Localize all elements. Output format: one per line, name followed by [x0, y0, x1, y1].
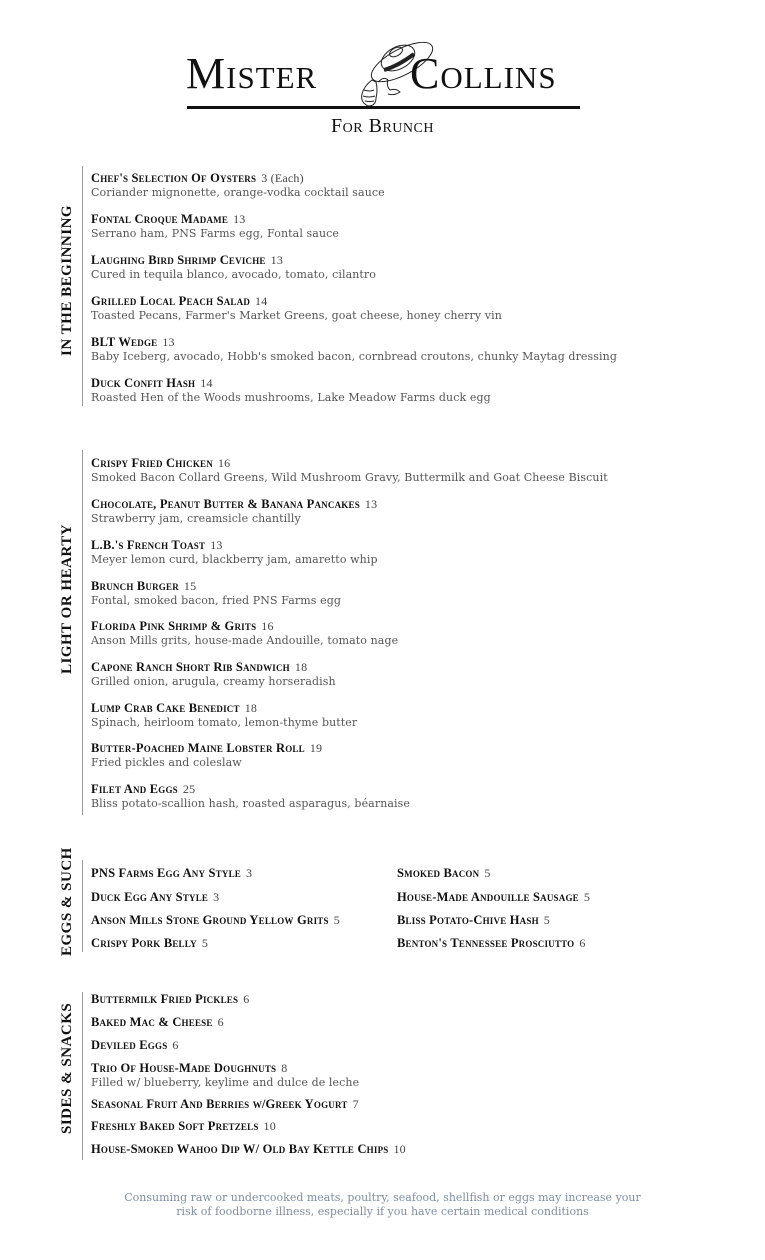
- item-name: L.B.'s French Toast: [91, 538, 206, 552]
- item-price: 14: [200, 376, 213, 390]
- item-description: Serrano ham, PNS Farms egg, Fontal sauce: [91, 227, 339, 240]
- item-name: Anson Mills Stone Ground Yellow Grits: [91, 913, 329, 927]
- item-price: 13: [270, 253, 284, 267]
- item-price: 16: [217, 456, 231, 470]
- menu-item: [91, 1060, 359, 1089]
- item-description: Fried pickles and coleslaw: [91, 756, 242, 769]
- item-price: 3: [213, 890, 220, 904]
- section-label: LIGHT OR HEARTY: [59, 523, 75, 674]
- brand-name-left: Mister: [186, 49, 318, 98]
- item-name: Filet And Eggs: [91, 782, 178, 796]
- item-price: 3: [245, 866, 253, 880]
- item-name: Lump Crab Cake Benedict: [91, 701, 240, 715]
- disclaimer-line-2: risk of foodborne illness, especially if you have certain medical conditions: [176, 1205, 589, 1218]
- item-name: Fontal Croque Madame: [91, 212, 229, 226]
- item-name: PNS Farms Egg Any Style: [91, 866, 241, 880]
- item-description: Grilled onion, arugula, creamy horseradish: [91, 675, 336, 688]
- menu-item: [91, 578, 341, 607]
- menu-item: [91, 740, 322, 769]
- item-name: Laughing Bird Shrimp Ceviche: [91, 253, 266, 267]
- item-name: Chef's Selection Of Oysters: [91, 171, 257, 185]
- item-description: Toasted Pecans, Farmer's Market Greens, goat cheese, honey cherry vin: [91, 309, 502, 322]
- item-description: Spinach, heirloom tomato, lemon-thyme butter: [91, 716, 358, 729]
- menu-item: [91, 496, 377, 525]
- item-name: Smoked Bacon: [397, 866, 480, 880]
- item-name: Benton's Tennessee Prosciutto: [397, 936, 575, 950]
- disclaimer-line-1: Consuming raw or undercooked meats, poultry, seafood, shellfish or eggs may increase your: [124, 1191, 641, 1204]
- menu-item: [91, 781, 410, 810]
- item-name: Bliss Potato-Chive Hash: [397, 913, 539, 927]
- item-price: 15: [183, 579, 197, 593]
- item-name: House-Made Andouille Sausage: [397, 890, 579, 904]
- item-name: Chocolate, Peanut Butter & Banana Pancakes: [91, 497, 360, 511]
- menu-item: [91, 618, 398, 647]
- item-price: 25: [182, 782, 196, 796]
- item-name: Butter-Poached Maine Lobster Roll: [91, 741, 305, 755]
- item-name: Trio Of House-Made Doughnuts: [91, 1061, 277, 1075]
- item-price: 13: [210, 538, 223, 552]
- menu-item: [91, 1014, 224, 1030]
- item-name: Brunch Burger: [91, 579, 179, 593]
- menu-item: [91, 537, 378, 566]
- item-description: Smoked Bacon Collard Greens, Wild Mushroom Gravy, Buttermilk and Goat Cheese Biscuit: [91, 471, 608, 484]
- menu-item: [91, 170, 385, 199]
- item-price: 8: [281, 1061, 288, 1075]
- menu-item: [91, 252, 376, 281]
- item-price: 6: [243, 992, 250, 1006]
- section-divider: [82, 166, 83, 406]
- item-price: 5: [484, 866, 491, 880]
- item-description: Baby Iceberg, avocado, Hobb's smoked bacon, cornbread croutons, chunky Maytag dressing: [91, 350, 617, 363]
- item-name: Duck Egg Any Style: [91, 890, 209, 904]
- item-price: 13: [364, 497, 378, 511]
- menu-item: [91, 1037, 179, 1053]
- menu-item: [91, 375, 491, 404]
- item-name: Florida Pink Shrimp & Grits: [91, 619, 257, 633]
- item-name: House-Smoked Wahoo Dip W/ Old Bay Kettle Chips: [91, 1142, 389, 1156]
- item-name: Duck Confit Hash: [91, 376, 196, 390]
- item-price: 6: [579, 936, 586, 950]
- section-label: IN THE BEGINNING: [59, 204, 75, 356]
- header-divider: [187, 106, 580, 109]
- item-price: 13: [233, 212, 246, 226]
- menu-header: [0, 0, 765, 150]
- menu-item: [91, 935, 208, 951]
- item-name: Buttermilk Fried Pickles: [91, 992, 239, 1006]
- item-description: Coriander mignonette, orange-vodka cocktail sauce: [91, 186, 385, 199]
- menu-item: [91, 1141, 406, 1157]
- item-price: 5: [201, 936, 209, 950]
- item-price: 6: [172, 1038, 179, 1052]
- item-price: 10: [393, 1142, 406, 1156]
- menu-item: [397, 935, 586, 951]
- menu-item: [91, 912, 340, 928]
- item-name: Capone Ranch Short Rib Sandwich: [91, 660, 290, 674]
- item-price: 5: [543, 913, 550, 927]
- menu-item: [91, 889, 219, 905]
- item-name: Seasonal Fruit And Berries w/Greek Yogurt: [91, 1097, 348, 1111]
- item-price: 6: [217, 1015, 224, 1029]
- menu-item: [397, 889, 590, 905]
- item-price: 5: [583, 890, 591, 904]
- menu-item: [397, 912, 550, 928]
- item-name: Deviled Eggs: [91, 1038, 168, 1052]
- menu-item: [397, 865, 491, 881]
- item-name: BLT Wedge: [91, 335, 158, 349]
- item-description: Cured in tequila blanco, avocado, tomato, cilantro: [91, 268, 377, 281]
- item-description: Fontal, smoked bacon, fried PNS Farms egg: [91, 594, 342, 607]
- menu-item: [91, 1118, 276, 1134]
- menu-item: [91, 455, 608, 484]
- section-divider: [82, 992, 83, 1160]
- menu-item: [91, 334, 617, 363]
- item-description: Strawberry jam, creamsicle chantilly: [91, 512, 301, 525]
- menu-item: [91, 293, 502, 322]
- item-price: 5: [333, 913, 340, 927]
- item-description: Meyer lemon curd, blackberry jam, amaretto whip: [91, 553, 378, 566]
- menu-item: [91, 1096, 359, 1112]
- item-price: 18: [244, 701, 258, 715]
- item-name: Baked Mac & Cheese: [91, 1015, 213, 1029]
- item-name: Freshly Baked Soft Pretzels: [91, 1119, 259, 1133]
- section-divider: [82, 860, 83, 952]
- menu-subtitle: For Brunch: [331, 115, 434, 137]
- item-price: 13: [162, 335, 175, 349]
- menu-item: [91, 865, 252, 881]
- brand-name-right: Collins: [410, 49, 557, 98]
- item-price: 7: [352, 1097, 359, 1111]
- menu-item: [91, 211, 339, 240]
- item-price: 3 (Each): [261, 171, 304, 185]
- item-name: Grilled Local Peach Salad: [91, 294, 251, 308]
- section-label: SIDES & SNACKS: [59, 1002, 75, 1134]
- food-safety-disclaimer: [60, 1191, 705, 1219]
- menu-item: [91, 991, 249, 1007]
- item-description: Anson Mills grits, house-made Andouille, tomato nage: [91, 634, 399, 647]
- item-price: 19: [309, 741, 323, 755]
- item-price: 16: [261, 619, 274, 633]
- section-divider: [82, 450, 83, 815]
- item-description: Filled w/ blueberry, keylime and dulce de leche: [91, 1076, 360, 1089]
- item-name: Crispy Fried Chicken: [91, 456, 213, 470]
- item-description: Bliss potato-scallion hash, roasted asparagus, béarnaise: [91, 797, 411, 810]
- item-description: Roasted Hen of the Woods mushrooms, Lake Meadow Farms duck egg: [91, 391, 491, 404]
- menu-item: [91, 659, 336, 688]
- item-price: 18: [294, 660, 308, 674]
- item-price: 14: [255, 294, 268, 308]
- item-name: Crispy Pork Belly: [91, 936, 197, 950]
- menu-item: [91, 700, 357, 729]
- section-label: EGGS & SUCH: [59, 847, 75, 956]
- item-price: 10: [263, 1119, 276, 1133]
